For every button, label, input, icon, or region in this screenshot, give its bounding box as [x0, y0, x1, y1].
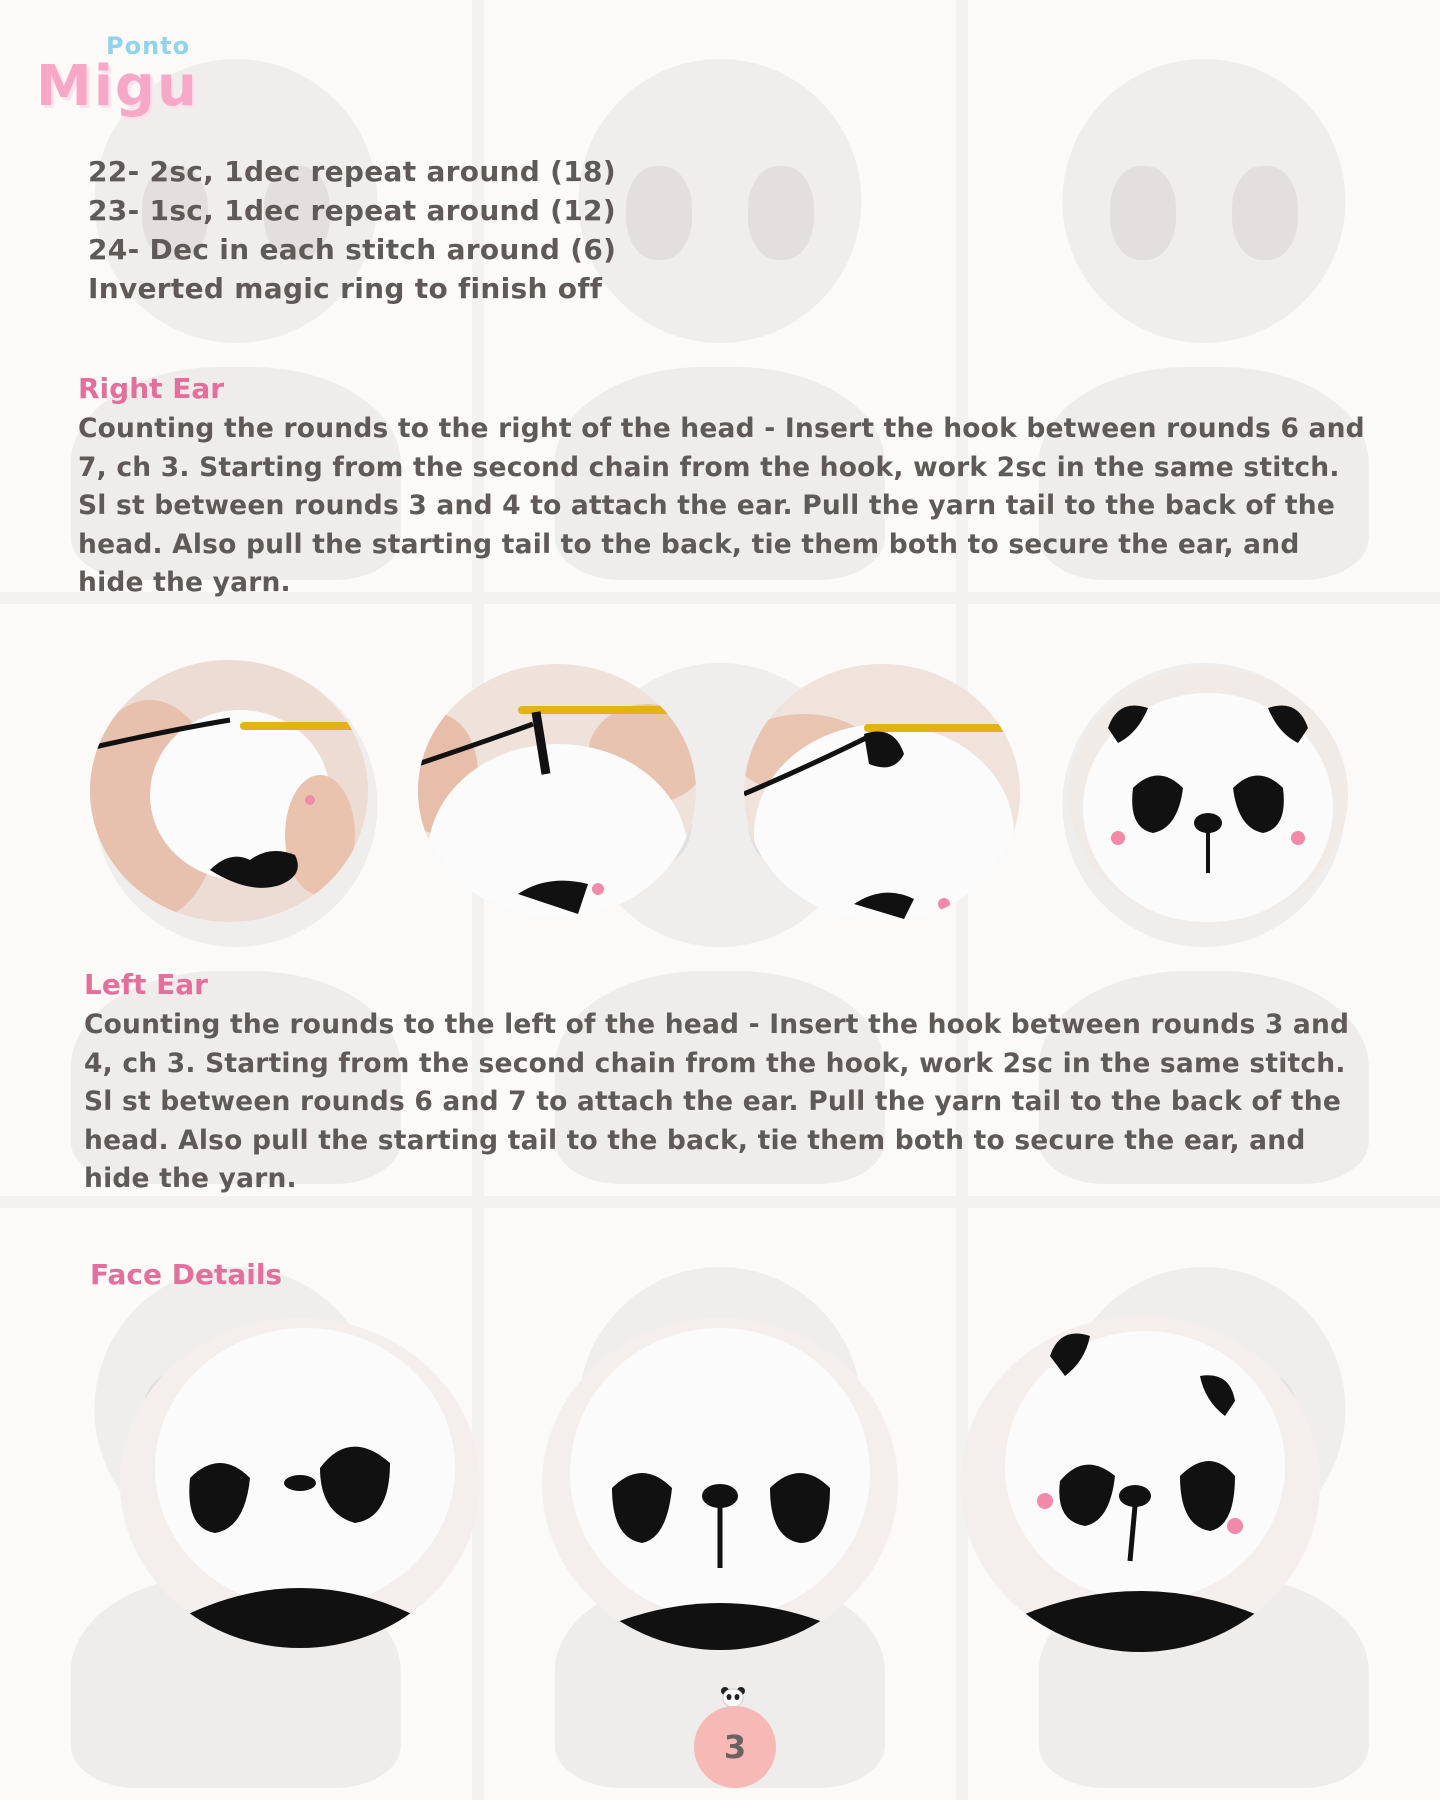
right-ear-step-photo-1	[90, 660, 368, 922]
right-ear-step-photo-3	[744, 664, 1020, 922]
right-ear-step-photo-4	[1068, 668, 1348, 922]
right-ear-instructions: Counting the rounds to the right of the head - Insert the hook between rounds 6 and 7, ch 3. Starting from the second chain from the hook, work 2sc in the same stitch. Sl st between rounds 3 and 4 to attach the ear. Pull the yarn tail to the back of the head. Also pull the starting tail to the back, tie them both to secure the ear, and hide the yarn.	[78, 413, 1365, 599]
panda-head-image	[542, 1318, 898, 1650]
face-details-title: Face Details	[90, 1258, 283, 1291]
left-ear-title: Left Ear	[84, 968, 208, 1001]
pattern-rounds	[88, 152, 616, 308]
panda-icon	[720, 1686, 746, 1708]
crochet-photo-image	[90, 660, 368, 922]
panda-head-image	[960, 1316, 1320, 1652]
brand-logo	[36, 30, 236, 120]
right-ear-title: Right Ear	[78, 372, 225, 405]
page-number: 3	[723, 1728, 747, 1766]
face-details-photo-3	[960, 1316, 1320, 1652]
panda-head-image	[1068, 668, 1348, 922]
panda-head-image	[120, 1318, 480, 1648]
crochet-photo-image	[418, 664, 696, 918]
round-line: 24- Dec in each stitch around (6)	[88, 233, 617, 266]
face-details-photo-2	[542, 1318, 898, 1650]
left-ear-instructions: Counting the rounds to the left of the head - Insert the hook between rounds 3 and 4, ch 3. Starting from the second chain from the hook, work 2sc in the same stitch. Sl st between rounds 6 and 7 to attach the ear. Pull the yarn tail to the back of the head. Also pull the starting tail to the back, tie them both to secure the ear, and hide the yarn.	[84, 1009, 1350, 1195]
crochet-photo-image	[744, 664, 1020, 922]
round-line: 22- 2sc, 1dec repeat around (18)	[88, 155, 616, 188]
right-ear-step-photo-2	[418, 664, 696, 918]
face-details-photo-1	[120, 1318, 480, 1648]
round-line: Inverted magic ring to finish off	[88, 272, 603, 305]
logo-main-word: Migu	[36, 54, 199, 119]
round-line: 23- 1sc, 1dec repeat around (12)	[88, 194, 616, 227]
page-number-badge	[694, 1706, 776, 1788]
logo-top-word: Ponto	[106, 32, 191, 60]
